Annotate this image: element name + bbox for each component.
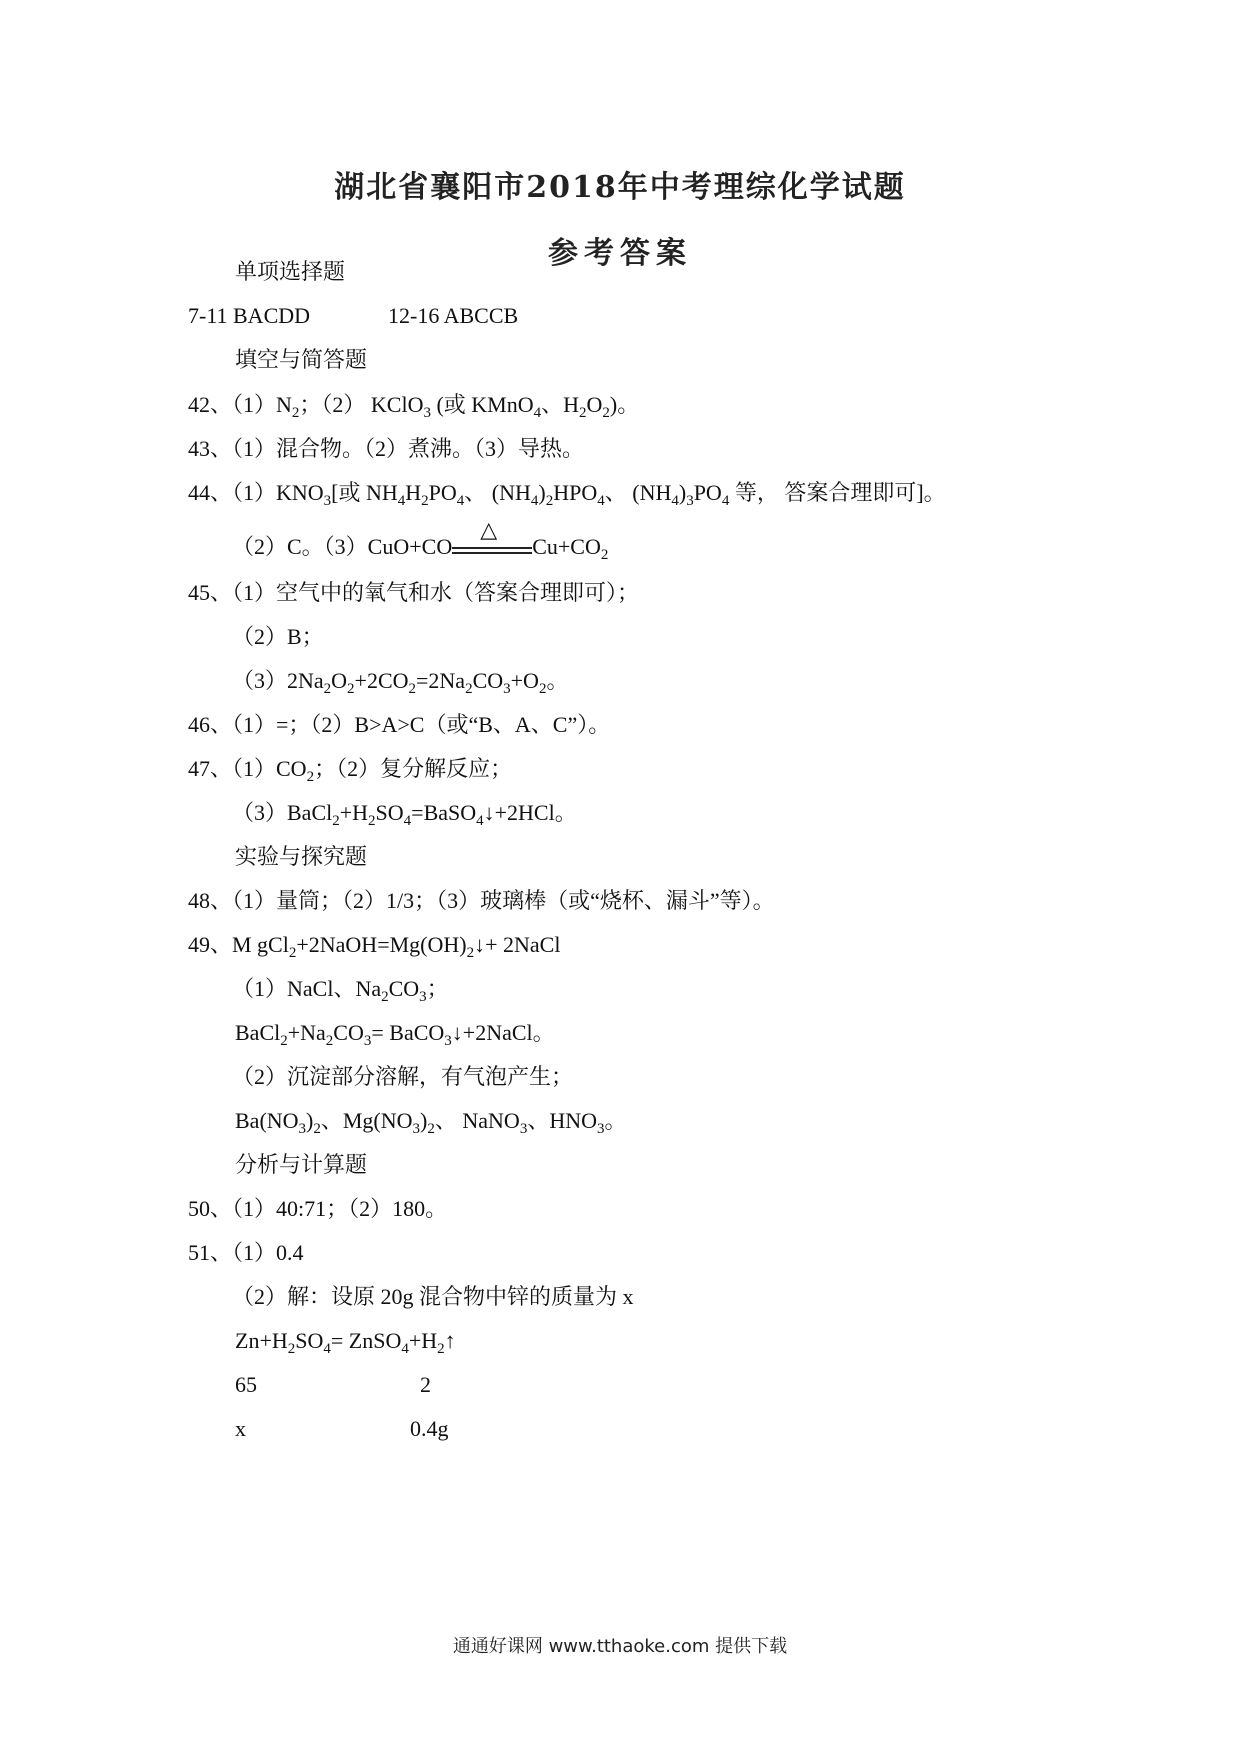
document-subtitle: 参考答案 xyxy=(548,236,692,271)
answer-q45-1: 45、（1）空气中的氧气和水（答案合理即可）； xyxy=(188,580,640,605)
answer-q48: 48、（1）量筒；（2）1/3；（3）玻璃棒（或“烧杯、漏斗”等）。 xyxy=(188,888,775,913)
answer-q43: 43、（1）混合物。（2）煮沸。（3）导热。 xyxy=(188,436,585,461)
section-heading-calculation: 分析与计算题 xyxy=(235,1152,368,1177)
answer-mc-line xyxy=(188,302,519,330)
answer-q51-1: 51、（1）0.4 xyxy=(188,1240,304,1265)
answer-q44-part1: 44、$(1)KNO_3$[或 $NH_4H_2PO_4$、 $(NH_4)_2HPO_4$、 $(NH_4)_3PO_4$ 等， 答案合理即可]。 xyxy=(188,480,946,509)
answer-q47-1: 47、$(1)CO_2$；（2）复分解反应； xyxy=(188,756,513,785)
molar-mass-h2: 2 xyxy=(420,1372,431,1397)
answer-q45-3: $(3)2Na_2O_2+2CO_2=2Na_2CO_3+O_2$。 xyxy=(232,668,569,697)
answer-mc-12-16: 12-16 ABCCB xyxy=(388,303,519,328)
heating-equals-sign xyxy=(452,517,532,561)
section-heading-experiment: 实验与探究题 xyxy=(235,844,368,869)
mass-h2-value: 0.4g xyxy=(410,1416,449,1441)
answer-q51-2: （2）解：设原 20g 混合物中锌的质量为 x xyxy=(232,1284,634,1309)
answer-q49-1-equation: $BaCl_2+Na_2CO_3=$ BaCO$_3$↓+2NaCl。 xyxy=(235,1020,555,1049)
answer-q49-equation: 49、M $gCl_2+2NaOH=Mg(OH)_2↓+$ 2NaCl xyxy=(188,932,561,961)
answer-q50: 50、（1）40:71；（2）180。 xyxy=(188,1196,448,1221)
answer-q45-2: （2）B； xyxy=(232,624,324,649)
molar-mass-zn: 65 xyxy=(235,1372,257,1397)
answer-q51-masses xyxy=(235,1371,431,1399)
heat-triangle-icon: △ xyxy=(480,517,498,542)
answer-q46: 46、（1）=；（2）B>A>C（或“B、A、C”）。 xyxy=(188,712,611,737)
unknown-x: x xyxy=(235,1416,246,1441)
section-heading-single-choice: 单项选择题 xyxy=(235,259,346,284)
answer-q47-2: $(3)BaCl_2+H_2SO_4=BaSO_4↓+2HCl$。 xyxy=(232,800,577,829)
answer-q44-part2: （2）C。（3）CuO+CO △ $Cu+CO_2$ xyxy=(232,517,609,563)
answer-q49-2: （2）沉淀部分溶解，有气泡产生； xyxy=(232,1064,574,1089)
footer-source: 通通好课网 www.tthaoke.com 提供下载 xyxy=(452,1636,788,1657)
answer-mc-7-11: 7-11 BACDD xyxy=(188,303,311,328)
document-title: 湖北省襄阳市2018年中考理综化学试题 xyxy=(334,170,906,205)
section-heading-fill-blank: 填空与简答题 xyxy=(235,347,368,372)
answer-q51-equation: $Zn+H_2SO_4=$ $ZnSO_4+H_2↑$ xyxy=(235,1328,456,1357)
answer-q49-2-solutes: $Ba(NO_3)_2$、$Mg(NO_3)_2$、 NaNO$_3$、$HNO_3$。 xyxy=(235,1108,627,1137)
answer-q51-unknowns xyxy=(235,1415,449,1443)
answer-q42: 42、$(1)N_2$；（2） KClO$_3$ (或 KMnO$_4$、$H_2O_2$)。 xyxy=(188,392,640,421)
answer-q49-1: （1）NaCl、$Na_2CO_3$； xyxy=(232,976,449,1005)
